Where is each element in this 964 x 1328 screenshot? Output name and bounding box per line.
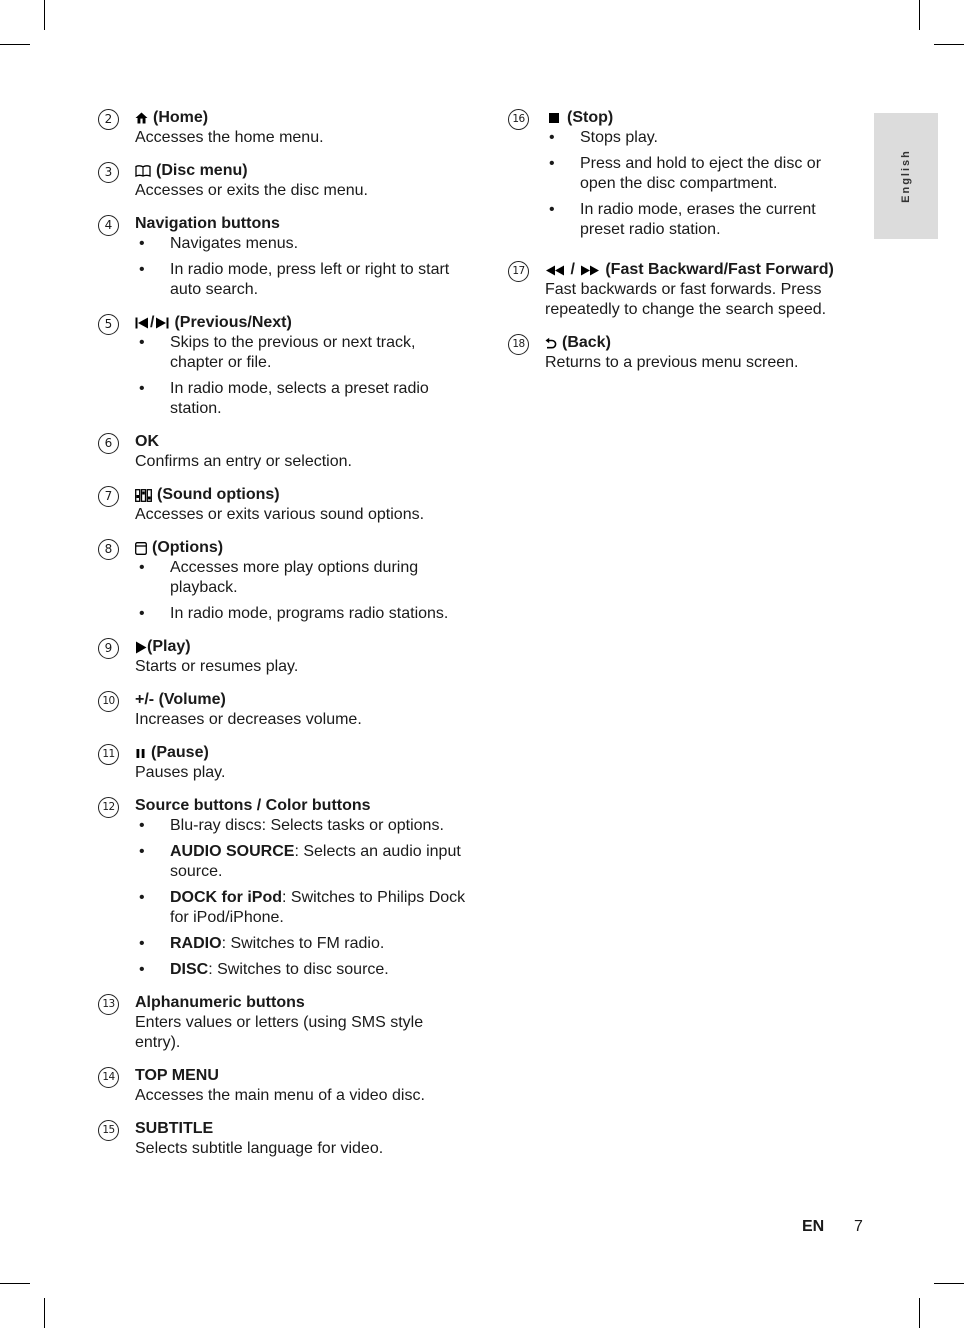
item-number: 13 xyxy=(98,994,119,1015)
item-description: Enters values or letters (using SMS style entry). xyxy=(135,1014,424,1051)
item-title: +/- (Volume) xyxy=(135,691,226,708)
item-description: Selects subtitle language for video. xyxy=(135,1140,384,1157)
item-number: 11 xyxy=(98,744,119,765)
item-title: (Back) xyxy=(562,334,611,351)
bullet-item: • In radio mode, selects a preset radio station. xyxy=(135,379,468,419)
item-navigation-buttons xyxy=(98,214,468,300)
bullet-text: : Switches to disc source. xyxy=(208,961,389,978)
item-previous-next xyxy=(98,313,468,419)
bullet-list xyxy=(135,333,468,419)
bullet-text: : Switches to Philips Dock for iPod/iPhone. xyxy=(170,889,466,926)
stop-icon xyxy=(549,113,559,123)
pause-icon xyxy=(135,748,146,759)
item-description: Accesses the main menu of a video disc. xyxy=(135,1087,425,1104)
bullet-list xyxy=(135,816,468,980)
item-title: (Home) xyxy=(153,109,209,126)
bullet-item: • Accesses more play options during playback. xyxy=(135,558,468,598)
item-description: Returns to a previous menu screen. xyxy=(545,354,799,371)
item-title: (Play) xyxy=(147,638,191,655)
item-number: 4 xyxy=(98,215,119,236)
item-title: (Pause) xyxy=(151,744,209,761)
item-title: OK xyxy=(135,433,159,450)
bullet-item: • Press and hold to eject the disc or open the disc compartment. xyxy=(545,154,848,194)
bullet-item xyxy=(135,842,468,882)
item-description: Starts or resumes play. xyxy=(135,658,299,675)
bullet-item: • In radio mode, press left or right to start auto search. xyxy=(135,260,468,300)
play-icon xyxy=(135,641,147,654)
item-number: 9 xyxy=(98,638,119,659)
item-number: 18 xyxy=(508,334,529,355)
item-title: Alphanumeric buttons xyxy=(135,994,305,1011)
item-home xyxy=(98,108,468,148)
item-ok xyxy=(98,432,468,472)
item-play xyxy=(98,637,468,677)
item-number: 16 xyxy=(508,109,529,130)
item-description: Pauses play. xyxy=(135,764,226,781)
crop-mark xyxy=(44,1298,45,1328)
bullet-item xyxy=(135,816,468,836)
bullet-list xyxy=(135,558,468,624)
footer-language-code: EN xyxy=(802,1218,825,1235)
item-number: 14 xyxy=(98,1067,119,1088)
item-number: 10 xyxy=(98,691,119,712)
item-source-buttons xyxy=(98,796,468,980)
item-description: Increases or decreases volume. xyxy=(135,711,362,728)
item-title: (Fast Backward/Fast Forward) xyxy=(605,261,834,278)
bullet-text: Blu-ray discs: Selects tasks or options. xyxy=(170,817,444,834)
options-icon xyxy=(135,542,147,555)
back-icon xyxy=(545,337,557,349)
right-column xyxy=(508,108,848,386)
crop-mark xyxy=(919,1298,920,1328)
bullet-keyword: RADIO xyxy=(170,935,222,952)
item-number: 15 xyxy=(98,1120,119,1141)
crop-mark xyxy=(0,44,30,45)
item-stop xyxy=(508,108,848,240)
item-title: (Options) xyxy=(152,539,224,556)
crop-mark xyxy=(0,1283,30,1284)
item-back xyxy=(508,333,848,373)
bullet-item xyxy=(135,960,468,980)
item-description: Accesses or exits the disc menu. xyxy=(135,182,368,199)
item-sound-options xyxy=(98,485,468,525)
item-title: Navigation buttons xyxy=(135,215,280,232)
bullet-item: • Stops play. xyxy=(545,128,848,148)
bullet-keyword: AUDIO SOURCE xyxy=(170,843,295,860)
sound-options-icon xyxy=(135,489,152,502)
item-description: Fast backwards or fast forwards. Press repeatedly to change the search speed. xyxy=(545,281,827,318)
home-icon xyxy=(135,112,148,124)
item-number: 7 xyxy=(98,486,119,507)
bullet-item: • Skips to the previous or next track, chapter or file. xyxy=(135,333,468,373)
item-number: 2 xyxy=(98,109,119,130)
bullet-list xyxy=(545,128,848,240)
item-number: 17 xyxy=(508,261,529,282)
item-fast-backward-forward xyxy=(508,260,848,320)
rewind-fast-forward-icon: / xyxy=(545,260,600,280)
bullet-item xyxy=(135,888,468,928)
bullet-keyword: DISC xyxy=(170,961,209,978)
item-title: (Disc menu) xyxy=(156,162,248,179)
bullet-item xyxy=(135,934,468,954)
left-column xyxy=(98,108,468,1172)
bullet-item: • In radio mode, erases the current preset radio station. xyxy=(545,200,848,240)
crop-mark xyxy=(919,0,920,30)
book-icon xyxy=(135,165,151,177)
item-number: 3 xyxy=(98,162,119,183)
item-title: Source buttons / Color buttons xyxy=(135,797,371,814)
bullet-item: • Navigates menus. xyxy=(135,234,468,254)
item-description: Confirms an entry or selection. xyxy=(135,453,352,470)
item-description: Accesses the home menu. xyxy=(135,129,324,146)
crop-mark xyxy=(934,1283,964,1284)
item-volume xyxy=(98,690,468,730)
language-tab xyxy=(874,113,938,239)
item-number: 8 xyxy=(98,539,119,560)
bullet-list xyxy=(135,234,468,300)
bullet-text: : Selects an audio input source. xyxy=(170,843,461,880)
page-number: 7 xyxy=(854,1218,863,1235)
item-pause xyxy=(98,743,468,783)
item-title: (Previous/Next) xyxy=(174,314,292,331)
bullet-keyword: DOCK for iPod xyxy=(170,889,282,906)
item-title: TOP MENU xyxy=(135,1067,219,1084)
bullet-text: : Switches to FM radio. xyxy=(221,935,385,952)
item-description: Accesses or exits various sound options. xyxy=(135,506,425,523)
item-number: 12 xyxy=(98,797,119,818)
bullet-item: • In radio mode, programs radio stations. xyxy=(135,604,468,624)
language-tab-label: English xyxy=(900,149,912,203)
crop-mark xyxy=(44,0,45,30)
item-options xyxy=(98,538,468,624)
item-top-menu xyxy=(98,1066,468,1106)
item-number: 6 xyxy=(98,433,119,454)
item-title: SUBTITLE xyxy=(135,1120,214,1137)
item-number: 5 xyxy=(98,314,119,335)
item-disc-menu xyxy=(98,161,468,201)
crop-mark xyxy=(934,44,964,45)
skip-previous-next-icon: / xyxy=(135,313,169,333)
item-alphanumeric-buttons xyxy=(98,993,468,1053)
item-title: (Sound options) xyxy=(157,486,280,503)
item-title: (Stop) xyxy=(567,109,614,126)
item-subtitle xyxy=(98,1119,468,1159)
